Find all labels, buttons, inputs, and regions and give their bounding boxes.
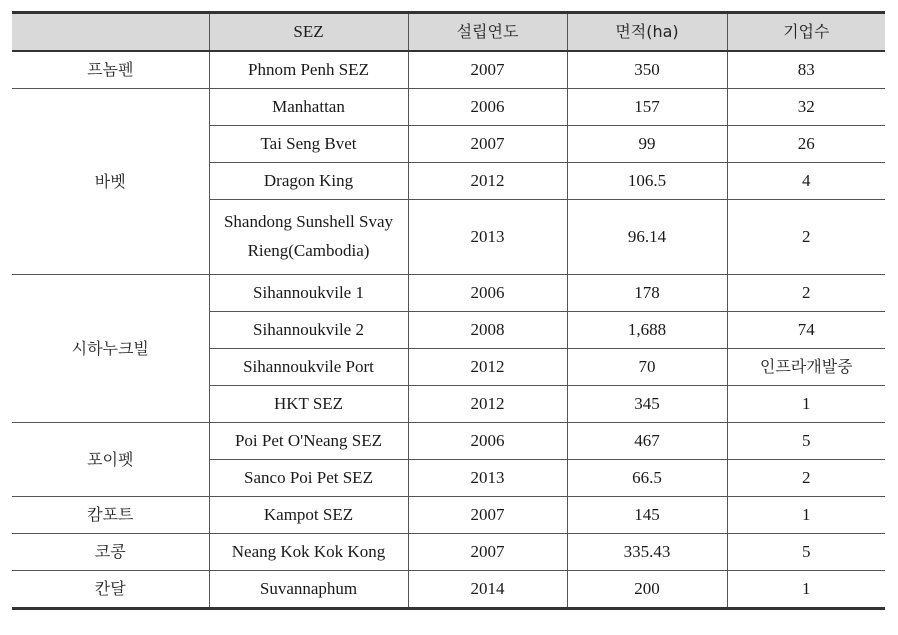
sez-cell: Sanco Poi Pet SEZ bbox=[209, 460, 408, 497]
table-row bbox=[12, 89, 885, 126]
year-cell: 2006 bbox=[408, 89, 567, 126]
sez-cell: Dragon King bbox=[209, 163, 408, 200]
sez-table-container bbox=[12, 11, 885, 610]
year-cell: 2007 bbox=[408, 497, 567, 534]
area-cell: 157 bbox=[567, 89, 727, 126]
area-cell: 200 bbox=[567, 571, 727, 609]
region-cell: 프놈펜 bbox=[12, 51, 209, 89]
sez-cell: Phnom Penh SEZ bbox=[209, 51, 408, 89]
area-cell: 145 bbox=[567, 497, 727, 534]
header-row bbox=[12, 13, 885, 52]
table-row bbox=[12, 275, 885, 312]
companies-cell: 26 bbox=[727, 126, 885, 163]
year-cell: 2014 bbox=[408, 571, 567, 609]
year-cell: 2007 bbox=[408, 534, 567, 571]
area-cell: 467 bbox=[567, 423, 727, 460]
area-cell: 96.14 bbox=[567, 200, 727, 275]
header-sez: SEZ bbox=[209, 13, 408, 52]
year-cell: 2012 bbox=[408, 386, 567, 423]
companies-cell: 4 bbox=[727, 163, 885, 200]
companies-cell: 5 bbox=[727, 423, 885, 460]
region-cell: 캄포트 bbox=[12, 497, 209, 534]
sez-cell: Tai Seng Bvet bbox=[209, 126, 408, 163]
area-cell: 345 bbox=[567, 386, 727, 423]
header-area: 면적(ha) bbox=[567, 13, 727, 52]
area-cell: 66.5 bbox=[567, 460, 727, 497]
companies-cell: 5 bbox=[727, 534, 885, 571]
companies-cell: 인프라개발중 bbox=[727, 349, 885, 386]
area-cell: 1,688 bbox=[567, 312, 727, 349]
companies-cell: 32 bbox=[727, 89, 885, 126]
companies-cell: 2 bbox=[727, 200, 885, 275]
sez-cell: Sihannoukvile 2 bbox=[209, 312, 408, 349]
area-cell: 70 bbox=[567, 349, 727, 386]
region-cell: 코콩 bbox=[12, 534, 209, 571]
year-cell: 2013 bbox=[408, 200, 567, 275]
year-cell: 2008 bbox=[408, 312, 567, 349]
region-cell: 시하누크빌 bbox=[12, 275, 209, 423]
sez-cell: Suvannaphum bbox=[209, 571, 408, 609]
table-row bbox=[12, 423, 885, 460]
sez-cell: Sihannoukvile Port bbox=[209, 349, 408, 386]
table-row bbox=[12, 534, 885, 571]
area-cell: 178 bbox=[567, 275, 727, 312]
companies-cell: 2 bbox=[727, 275, 885, 312]
year-cell: 2006 bbox=[408, 423, 567, 460]
year-cell: 2007 bbox=[408, 126, 567, 163]
table-row bbox=[12, 51, 885, 89]
year-cell: 2013 bbox=[408, 460, 567, 497]
area-cell: 335.43 bbox=[567, 534, 727, 571]
area-cell: 99 bbox=[567, 126, 727, 163]
sez-cell: Poi Pet O'Neang SEZ bbox=[209, 423, 408, 460]
companies-cell: 74 bbox=[727, 312, 885, 349]
region-cell: 바벳 bbox=[12, 89, 209, 275]
companies-cell: 1 bbox=[727, 571, 885, 609]
companies-cell: 1 bbox=[727, 386, 885, 423]
header-year: 설립연도 bbox=[408, 13, 567, 52]
sez-cell: Sihannoukvile 1 bbox=[209, 275, 408, 312]
year-cell: 2006 bbox=[408, 275, 567, 312]
sez-cell: Kampot SEZ bbox=[209, 497, 408, 534]
companies-cell: 83 bbox=[727, 51, 885, 89]
sez-cell: Neang Kok Kok Kong bbox=[209, 534, 408, 571]
header-companies: 기업수 bbox=[727, 13, 885, 52]
header-region bbox=[12, 13, 209, 52]
year-cell: 2012 bbox=[408, 349, 567, 386]
area-cell: 106.5 bbox=[567, 163, 727, 200]
region-cell: 포이펫 bbox=[12, 423, 209, 497]
region-cell: 칸달 bbox=[12, 571, 209, 609]
sez-cell: Manhattan bbox=[209, 89, 408, 126]
area-cell: 350 bbox=[567, 51, 727, 89]
year-cell: 2007 bbox=[408, 51, 567, 89]
companies-cell: 1 bbox=[727, 497, 885, 534]
sez-table bbox=[12, 11, 885, 610]
table-row bbox=[12, 571, 885, 609]
year-cell: 2012 bbox=[408, 163, 567, 200]
sez-cell: HKT SEZ bbox=[209, 386, 408, 423]
table-row bbox=[12, 497, 885, 534]
companies-cell: 2 bbox=[727, 460, 885, 497]
sez-cell: Shandong Sunshell Svay Rieng(Cambodia) bbox=[209, 200, 408, 275]
